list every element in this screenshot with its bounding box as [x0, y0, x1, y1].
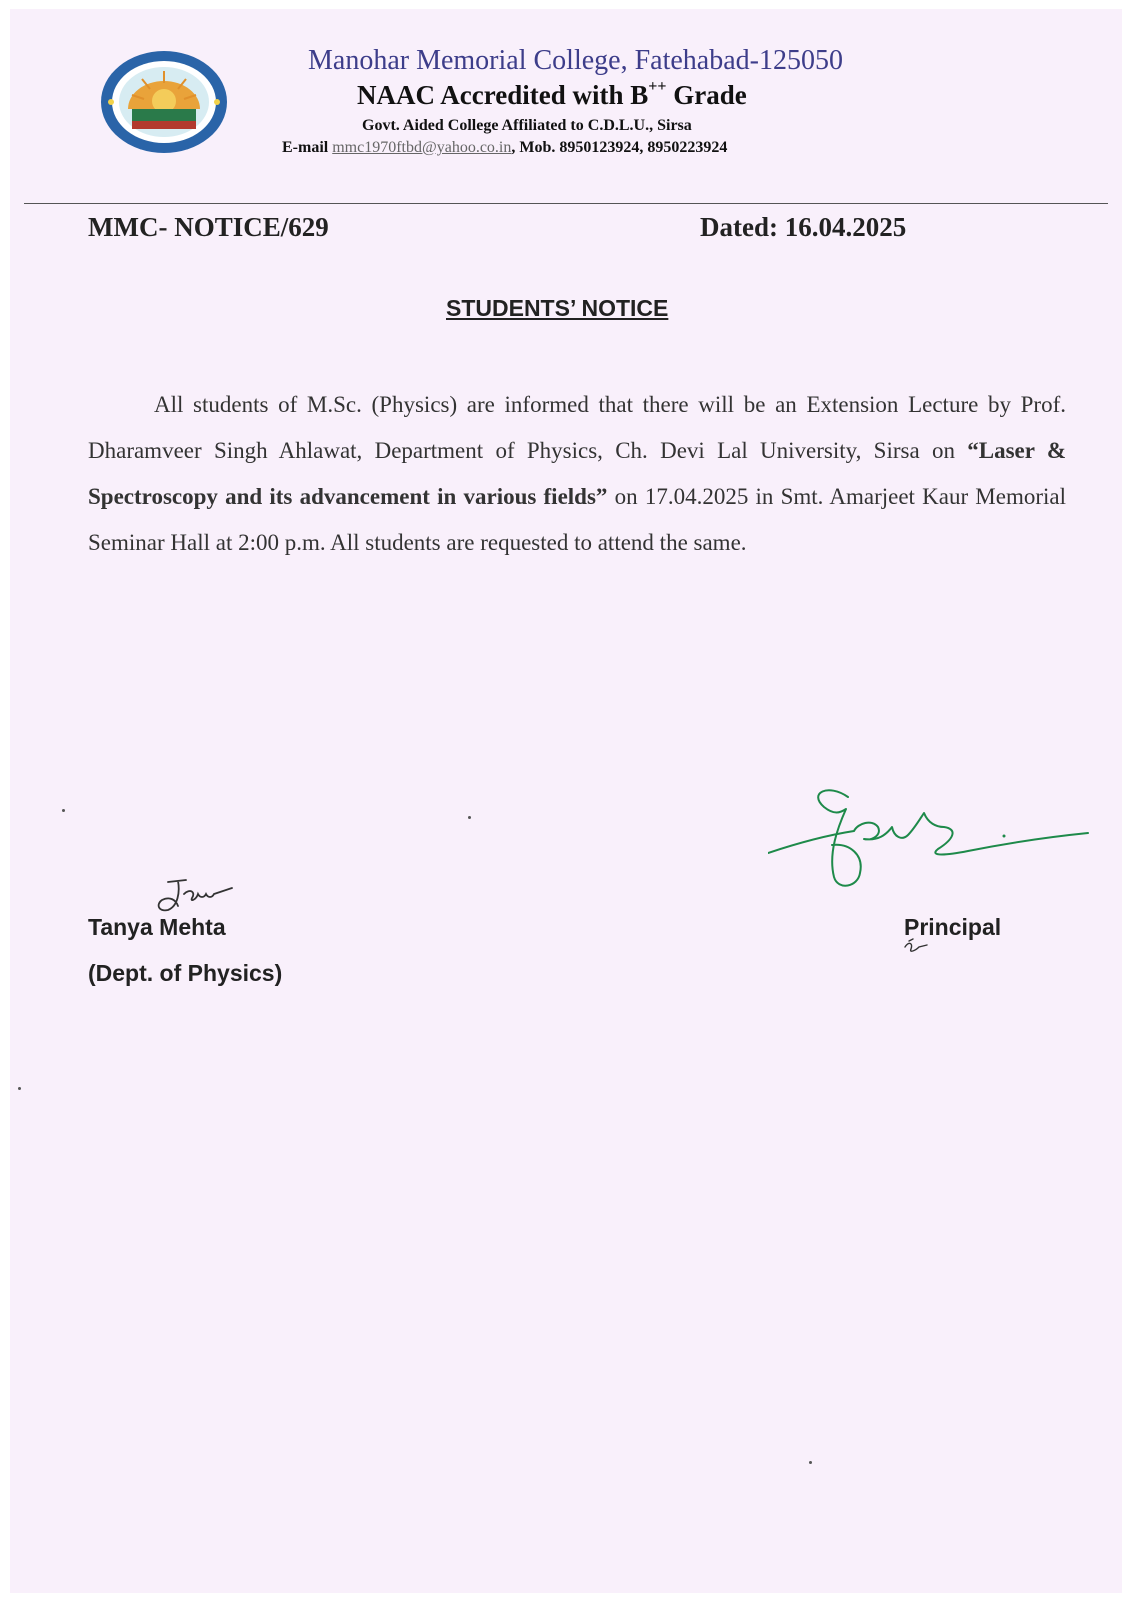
email-address: mmc1970ftbd@yahoo.co.in: [332, 139, 512, 156]
principal-title: Principal: [904, 914, 1002, 940]
notice-body: [88, 382, 1066, 566]
naac-prefix: NAAC Accredited with B: [357, 80, 649, 110]
scan-speck: [18, 1087, 21, 1090]
body-details: on 17.04.2025 in Smt. Amarjeet Kaur Memorial Seminar Hall at 2:00 p.m. All students are requested to attend the same.: [88, 484, 1067, 555]
mobile-numbers: , Mob. 8950123924, 8950223924: [511, 139, 728, 156]
scan-speck: [62, 809, 65, 812]
scan-speck: [809, 1461, 812, 1464]
header-divider: [24, 203, 1108, 204]
body-intro: All students of M.Sc. (Physics) are informed that there will be an Extension Lecture by Prof. Dharamveer Singh Ahlawat, Department of Physics, Ch. Devi Lal University, Sirsa on: [88, 392, 1066, 463]
notice-page: [10, 9, 1122, 1593]
notice-number: MMC- NOTICE/629: [88, 212, 329, 242]
teacher-name: Tanya Mehta: [88, 914, 226, 940]
initials-mark: [901, 937, 929, 955]
naac-grade: ++: [648, 78, 667, 95]
naac-suffix: Grade: [666, 80, 747, 110]
college-seal-icon: [98, 49, 230, 155]
contact-line: [282, 139, 727, 157]
college-name: Manohar Memorial College, Fatehabad-125050: [308, 45, 843, 76]
notice-heading: STUDENTS’ NOTICE: [446, 295, 669, 321]
principal-signature: [768, 783, 1100, 901]
email-label: E-mail: [282, 139, 333, 156]
teacher-department: (Dept. of Physics): [88, 960, 283, 986]
affiliation-line: Govt. Aided College Affiliated to C.D.L.U., Sirsa: [362, 117, 692, 134]
scan-speck: [468, 816, 471, 819]
notice-date: Dated: 16.04.2025: [700, 212, 907, 242]
naac-accreditation: [357, 80, 747, 111]
lecture-topic: “Laser & Spectroscopy and its advancement in various fields”: [88, 438, 1066, 509]
